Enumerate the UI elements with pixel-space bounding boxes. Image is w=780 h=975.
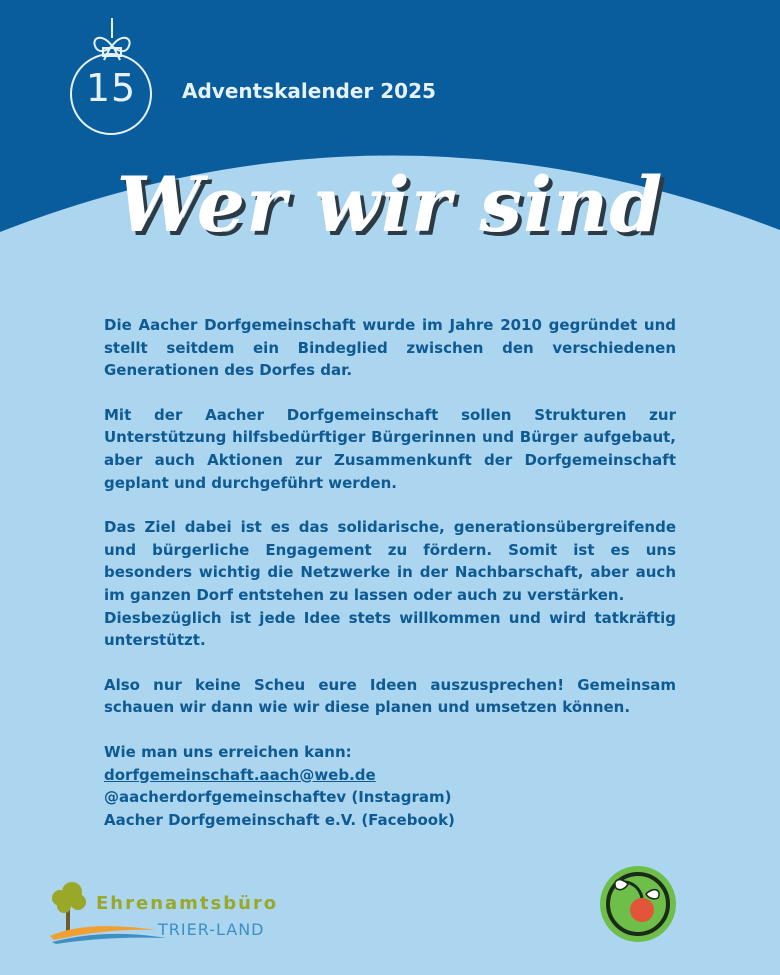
paragraph-2: Mit der Aacher Dorfgemeinschaft sollen Strukturen zur Unterstützung hilfsbedürftiger Bürgerinnen und Bürger aufgebaut, aber auch Aktionen zur Zusammenkunft der Dorfgemeinschaft geplant und durchgeführt werden. [104,405,676,492]
paragraph-1: Die Aacher Dorfgemeinschaft wurde im Jahre 2010 gegründet und stellt seitdem ein Bindeglied zwischen den verschiedenen Generationen des Dorfes dar. [104,316,676,380]
headline: Wer wir sind [116,160,664,249]
contact-block [104,741,676,831]
body-text [104,314,676,831]
facebook-page: Aacher Dorfgemeinschaft e.V. (Facebook) [104,810,455,829]
day-number: 15 [85,66,137,110]
dorfgemeinschaft-logo-icon [598,864,678,944]
paragraph-5: Also nur keine Scheu eure Ideen auszusprechen! Gemeinsam schauen wir dann wie wir diese planen und umsetzen können. [104,675,676,717]
calendar-title: Adventskalender 2025 [182,79,436,103]
ehrenamtsbuero-name: Ehrenamtsbüro [96,893,279,914]
contact-heading: Wie man uns erreichen kann: [104,742,352,761]
email-link[interactable]: dorfgemeinschaft.aach@web.de [104,765,376,784]
instagram-handle: @aacherdorfgemeinschaftev (Instagram) [104,788,452,807]
ehrenamtsbuero-sub: TRIER-LAND [158,920,265,939]
paragraph-3: Das Ziel dabei ist es das solidarische, generationsübergreifende und bürgerliche Engagement zu fördern. Somit ist es uns besonders wichtig die Netzwerke in der Nachbarschaft, aber auch im ganzen Dorf entstehen zu lassen oder auch zu verstärken. [104,518,676,604]
paragraph-4: Diesbezüglich ist jede Idee stets willkommen und wird tatkräftig unterstützt. [104,608,676,650]
